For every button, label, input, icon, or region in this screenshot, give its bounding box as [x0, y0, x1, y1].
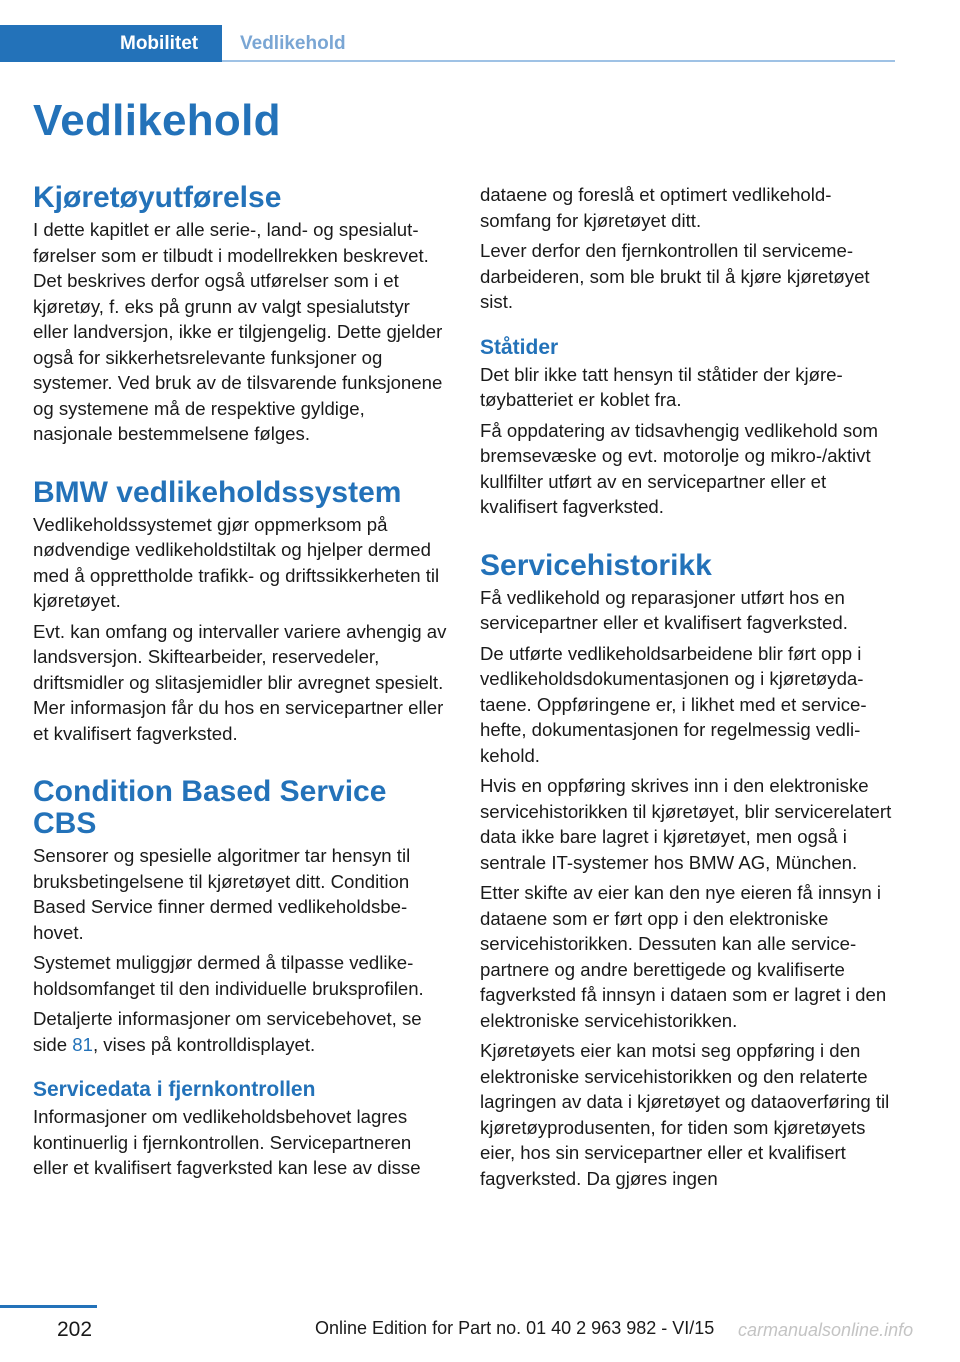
paragraph: Hvis en oppføring skrives inn i den elektroniske servicehistorikken til kjøretøyet, blir servicerelatert data ikke bare lagret i kjøretøyet, men også i sentrale IT-systemer hos BMW AG, München.: [480, 775, 892, 873]
paragraph: Vedlikeholdssystemet gjør oppmerksom på nødvendige vedlikeholdstiltak og hjelper dermed med å opprettholde trafikk- og driftssikkerheten til kjøretøyet.: [33, 513, 440, 611]
paragraph: dataene og foreslå et optimert vedlikeholdsomfang for kjøretøyet ditt.: [480, 184, 832, 231]
paragraph: Systemet muliggjør dermed å tilpasse vedlikeholdsomfanget til den individuelle bruksprofilen.: [33, 952, 424, 999]
page-title: Vedlikehold: [33, 96, 281, 145]
heading-servicehistorikk: Servicehistorikk: [480, 548, 712, 582]
watermark: carmanualsonline.info: [738, 1320, 914, 1340]
heading-servicedata: Servicedata i fjernkontrollen: [33, 1078, 316, 1101]
paragraph-with-link: [33, 1006, 448, 1057]
paragraph: Kjøretøyets eier kan motsi seg oppføring i den elektroniske servicehistorikken og den relaterte lagringen av data i kjøretøyet og dataoverføring til kjøretøyprodusenten, for tiden som kjøretøyets eier, hos sin servicepartner eller et kvalifisert fagverksted. Da gjøres ingen: [480, 1040, 890, 1189]
paragraph: Sensorer og spesielle algoritmer tar hensyn til bruksbetingelsene til kjøretøyet ditt. Condition Based Service finner dermed vedlikeholdsbehovet.: [33, 845, 411, 943]
paragraph: Evt. kan omfang og intervaller variere avhengig av landsversjon. Skiftearbeider, reservedeler, driftsmidler og slitasjemidler blir avregnet spesielt. Mer informasjon får du hos en servicepartner eller et kvalifisert fagverksted.: [33, 620, 447, 744]
paragraph: I dette kapitlet er alle serie-, land- og spesialutførelser som er tilbudt i modellrekken beskrevet. Det beskrives derfor også utførelser som i et kjøretøy, f. eks på grunn av valgt spesialutstyr eller landversjon, ikke er tilgjengelig. Dette gjelder også for sikkerhetsrelevante funksjoner og systemer. Ved bruk av de tilsvarende funksjonene og systemene må de respektive gyldige, nasjonale bestemmelsene følges.: [33, 219, 443, 444]
header-rule: [222, 60, 895, 62]
paragraph: Etter skifte av eier kan den nye eieren få innsyn i dataene som er ført opp i den elektroniske servicehistorikken. Dessuten kan alle servicepartnere og andre berettigede og kvalifiserte fagverksted få innsyn i dataen som er lagret i den elektroniske servicehistorikken.: [480, 882, 887, 1031]
heading-bmw-vedlikeholdssystem: BMW vedlikeholdssystem: [33, 475, 402, 509]
tab-mobilitet[interactable]: Mobilitet: [0, 25, 222, 62]
paragraph: De utførte vedlikeholdsarbeidene blir ført opp i vedlikeholdsdokumentasjonen og i kjøretøydataene. Oppføringene er, i likhet med et servicehefte, dokumentasjonen for regelmessig vedlikehold.: [480, 642, 867, 766]
paragraph: Få oppdatering av tidsavhengig vedlikehold som bremsevæske og evt. motorolje og mikro-/aktivt kullfilter utført av en servicepartner eller et kvalifisert fagverksted.: [480, 419, 878, 517]
right-column: [480, 182, 895, 1196]
paragraph: Det blir ikke tatt hensyn til ståtider der kjøretøybatteriet er koblet fra.: [480, 363, 843, 410]
left-column: [33, 182, 448, 1186]
tab-vedlikehold[interactable]: Vedlikehold: [240, 33, 346, 54]
page-number: 202: [57, 1318, 93, 1341]
paragraph: Lever derfor den fjernkontrollen til servicemedarbeideren, som ble brukt til å kjøre kjøretøyet sist.: [480, 240, 870, 312]
page-link[interactable]: 81: [72, 1033, 93, 1055]
header-tabs: [0, 25, 895, 62]
text: Detaljerte informasjoner om servicebehovet, se side: [33, 1008, 422, 1055]
paragraph: Få vedlikehold og reparasjoner utført hos en servicepartner eller et kvalifisert fagverksted.: [480, 586, 848, 633]
heading-statider: Ståtider: [480, 335, 559, 359]
heading-kjoretoyutforelse: Kjøretøyutførelse: [33, 181, 282, 214]
text: , vises på kontrolldisplayet.: [92, 1033, 316, 1055]
paragraph: Informasjoner om vedlikeholdsbehovet lagres kontinuerlig i fjernkontrollen. Servicepartneren eller et kvalifisert fagverksted kan lese av disse: [33, 1106, 421, 1178]
page-number-bar: [0, 1305, 97, 1308]
edition-footer: Online Edition for Part no. 01 40 2 963 982 - VI/15: [315, 1318, 715, 1338]
heading-condition-based-service: Condition Based Service CBS: [33, 775, 387, 840]
